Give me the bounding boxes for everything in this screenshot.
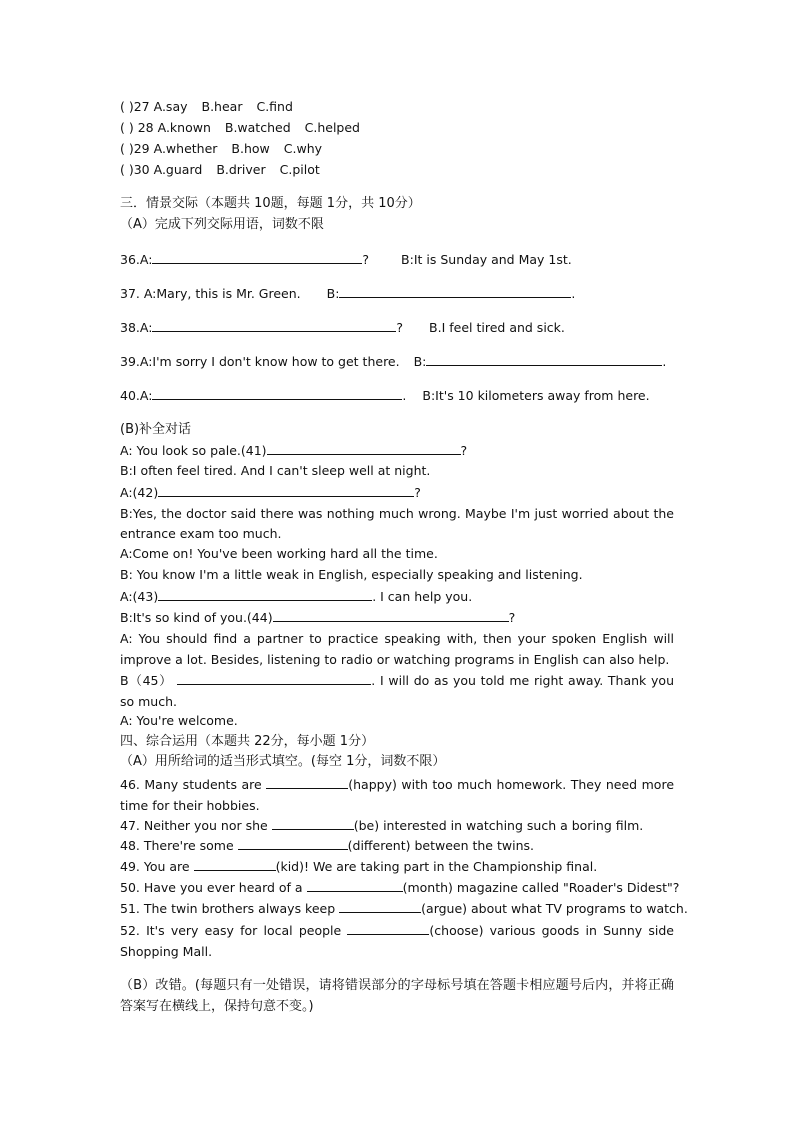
choice-27: ( )27 A.say B.hear C.find	[120, 99, 293, 114]
blank-43[interactable]	[158, 587, 372, 601]
q40-blank[interactable]	[152, 386, 402, 400]
choice-28: ( ) 28 A.known B.watched C.helped	[120, 120, 360, 135]
q39-blank[interactable]	[426, 352, 662, 366]
dialog-line-5: A:Come on! You've been working hard all the time.	[120, 546, 438, 561]
blank-42[interactable]	[158, 483, 414, 497]
dialog-42: A:(42) ?	[120, 485, 421, 500]
dialog-line-6: B: You know I'm a little weak in English, especially speaking and listening.	[120, 567, 583, 582]
section4-sub-b: （B）改错。(每题只有一处错误，请将错误部分的字母标号填在答题卡相应题号后内，并将正确答案写在横线上，保持句意不变。)	[120, 978, 674, 1014]
q49-blank[interactable]	[194, 857, 276, 871]
dialog-43: A:(43) . I can help you.	[120, 589, 473, 604]
section4-sub-a: （A）用所给词的适当形式填空。(每空 1分，词数不限）	[120, 754, 446, 769]
q40: 40.A: . B:It's 10 kilometers away from here.	[120, 388, 650, 403]
blank-41[interactable]	[267, 441, 461, 455]
dialog-line-4: B:Yes, the doctor said there was nothing much wrong. Maybe I'm just worried about the entrance exam too much.	[120, 506, 674, 541]
q36-blank[interactable]	[152, 250, 362, 264]
q47: 47. Neither you nor she (be) interested in watching such a boring film.	[120, 818, 644, 833]
q52: 52. It's very easy for local people (choose) various goods in Sunny side Shopping Mall.	[120, 923, 674, 959]
section3-title: 三．情景交际（本题共 10题，每题 1分，共 10分）	[120, 196, 421, 211]
q46-blank[interactable]	[266, 775, 348, 789]
q50-blank[interactable]	[307, 878, 403, 892]
dialog-45: B（45） . I will do as you told me right away. Thank you so much.	[120, 673, 674, 709]
dialog-line-11: A: You're welcome.	[120, 713, 238, 728]
q37: 37. A:Mary, this is Mr. Green. B: .	[120, 286, 576, 301]
q48: 48. There're some (different) between the twins.	[120, 838, 534, 853]
dialog-line-2: B:I often feel tired. And I can't sleep well at night.	[120, 463, 431, 478]
choice-29: ( )29 A.whether B.how C.why	[120, 141, 323, 156]
dialog-41: A: You look so pale.(41) ?	[120, 443, 468, 458]
q47-blank[interactable]	[272, 816, 354, 830]
q48-blank[interactable]	[238, 836, 348, 850]
q37-blank[interactable]	[339, 284, 571, 298]
blank-45[interactable]	[177, 671, 371, 685]
q50: 50. Have you ever heard of a (month) magazine called "Roader's Didest"?	[120, 880, 680, 895]
blank-44[interactable]	[273, 608, 509, 622]
choice-30: ( )30 A.guard B.driver C.pilot	[120, 162, 320, 177]
q51: 51. The twin brothers always keep (argue) about what TV programs to watch.	[120, 901, 688, 916]
section3-sub-a: （A）完成下列交际用语，词数不限	[120, 217, 324, 232]
q49: 49. You are (kid)! We are taking part in the Championship final.	[120, 859, 598, 874]
section3-sub-b: (B)补全对话	[120, 422, 192, 437]
q51-blank[interactable]	[339, 899, 421, 913]
section4-title: 四、综合运用（本题共 22分，每小题 1分）	[120, 734, 375, 749]
q36: 36.A: ? B:It is Sunday and May 1st.	[120, 252, 572, 267]
q39: 39.A:I'm sorry I don't know how to get there. B: .	[120, 354, 667, 369]
dialog-44: B:It's so kind of you.(44) ?	[120, 610, 516, 625]
q52-blank[interactable]	[347, 921, 429, 935]
dialog-line-9: A: You should find a partner to practice speaking with, then your spoken English will improve a lot. Besides, listening to radio or watching programs in English can also help.	[120, 631, 674, 667]
q38: 38.A: ? B.I feel tired and sick.	[120, 320, 565, 335]
q38-blank[interactable]	[152, 318, 396, 332]
q46: 46. Many students are (happy) with too much homework. They need more time for their hobbies.	[120, 777, 675, 813]
